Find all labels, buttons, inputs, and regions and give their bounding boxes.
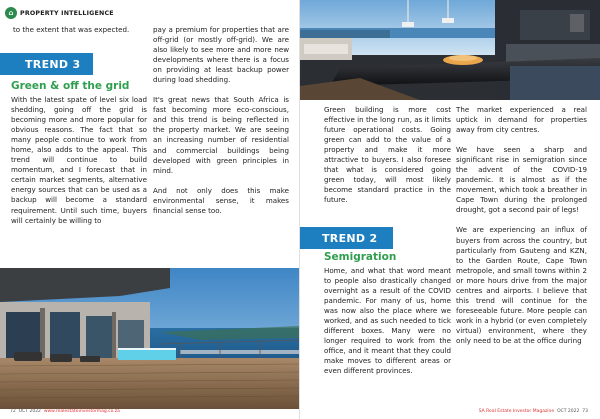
left-column-1: With the latest spate of level six load shedding, going off the grid is becoming more and more popular for obvious reasons. The fact that so many people continue to work from home, also adds to the appeal. This trend will continue to build momentum, and I forecast that in certain market segments, alternative energy sources that can be used as a backup will become a standard requirement. Until such time, buyers will certainly be willing to: [11, 95, 147, 225]
trend-3-tab: TREND 3: [0, 53, 93, 75]
magazine-logo-icon: ⌂: [5, 7, 17, 19]
left-footer: 72 OCT 2022 www.realestateinvestormag.co.za: [10, 409, 120, 414]
right-column-1-bottom: Home, and what that word meant to people also drastically changed overnight as a result of the COVID pandemic. For many of us, home was now also the place where we worked, and as such needed to tick different boxes. Many were no longer required to work from the office, and it meant that they could make moves to different areas or even different provinces.: [324, 266, 451, 376]
ocean-deck-photo: [0, 268, 300, 409]
right-footer: SA Real Estate Investor Magazine OCT 2022 73: [478, 409, 588, 414]
left-column-2: pay a premium for properties that are off-grid (or mostly off-grid). We are also likely to see more and more new developments where there is a focus on providing at least backup power during load shedding. It's great news that South Africa is fast becoming more eco-conscious, and this trend is being reflected in the property market. We are seeing an increasing number of residential and commercial buildings being developed with green principles in mind. And not only does this make environmental sense, it makes financial sense too.: [153, 25, 289, 215]
intro-line: to the extent that was expected.: [13, 25, 130, 34]
section-label: PROPERTY INTELLIGENCE: [20, 9, 114, 17]
right-column-2: The market experienced a real uptick in demand for properties away from city centres. We have seen a sharp and significant rise in semigration since the advent of the COVID-19 pandemic. It is almost as if the movement, which took a breather in Cape Town during the prolonged drought, got a second pair of legs! We are experiencing an influx of buyers from across the country, but particularly from Gauteng and KZN, to the Garden Route, Cape Town metropole, and small towns within 2 or more hours drive from the major centres and airports. I believe that this trend will continue for the foreseeable future. More people can work in a hybrid (or even completely virtual) environment, where they only need to be at the office during: [456, 105, 587, 345]
kitchen-view-photo: [300, 0, 600, 100]
trend-2-tab: TREND 2: [300, 227, 393, 249]
right-column-1-top: Green building is more cost effective in the long run, as it limits future operational costs. Going green can add to the value of a property and make it more attractive to buyers. I also foresee that what is considered going green today, will most likely become standard practice in the future.: [324, 105, 451, 205]
trend-3-title: Green & off the grid: [11, 80, 130, 92]
trend-2-title: Semigration: [324, 251, 397, 263]
section-header: [5, 6, 114, 20]
right-page: [300, 0, 600, 419]
